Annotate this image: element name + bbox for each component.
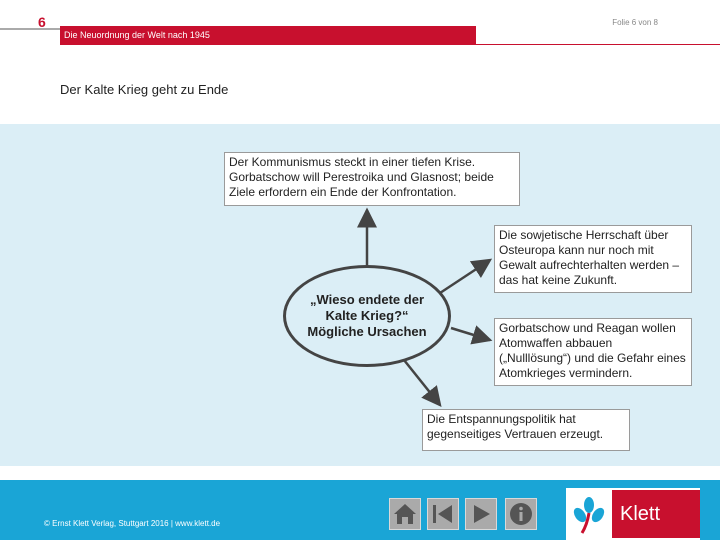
info-icon bbox=[508, 501, 534, 527]
next-slide-icon bbox=[468, 502, 494, 526]
central-question: „Wieso endete der Kalte Krieg?“ Mögliche Ursachen bbox=[283, 265, 451, 367]
klett-clover-icon bbox=[570, 495, 608, 535]
cause-box-soviet-rule: Die sowjetische Herrschaft über Osteuropa kann nur noch mit Gewalt aufrechterhalten werden – das hat keine Zukunft. bbox=[494, 225, 692, 293]
first-slide-button[interactable] bbox=[427, 498, 459, 530]
arrow-to-right-lower bbox=[451, 328, 490, 340]
cause-box-detente: Die Entspannungspolitik hat gegenseitiges Vertrauen erzeugt. bbox=[422, 409, 630, 451]
info-button[interactable] bbox=[505, 498, 537, 530]
arrow-to-right-upper bbox=[440, 260, 490, 293]
arrow-to-bottom bbox=[404, 360, 440, 405]
slide-counter: Folie 6 von 8 bbox=[612, 18, 658, 27]
cause-box-communism-crisis: Der Kommunismus steckt in einer tiefen Krise. Gorbatschow will Perestroika und Glasnost; beide Ziele erfordern ein Ende der Konfrontation. bbox=[224, 152, 520, 206]
home-icon bbox=[392, 502, 418, 526]
home-button[interactable] bbox=[389, 498, 421, 530]
next-slide-button[interactable] bbox=[465, 498, 497, 530]
klett-wordmark: Klett bbox=[612, 490, 700, 538]
title-bar: Die Neuordnung der Welt nach 1945 bbox=[60, 26, 476, 44]
cause-box-disarmament: Gorbatschow und Reagan wollen Atomwaffen abbauen („Nulllösung“) und die Gefahr eines Atomkrieges vermindern. bbox=[494, 318, 692, 386]
first-slide-icon bbox=[430, 502, 456, 526]
copyright-text: © Ernst Klett Verlag, Stuttgart 2016 | www.klett.de bbox=[44, 519, 221, 528]
page-title: Der Kalte Krieg geht zu Ende bbox=[60, 82, 229, 97]
slide-number: 6 bbox=[38, 14, 46, 30]
